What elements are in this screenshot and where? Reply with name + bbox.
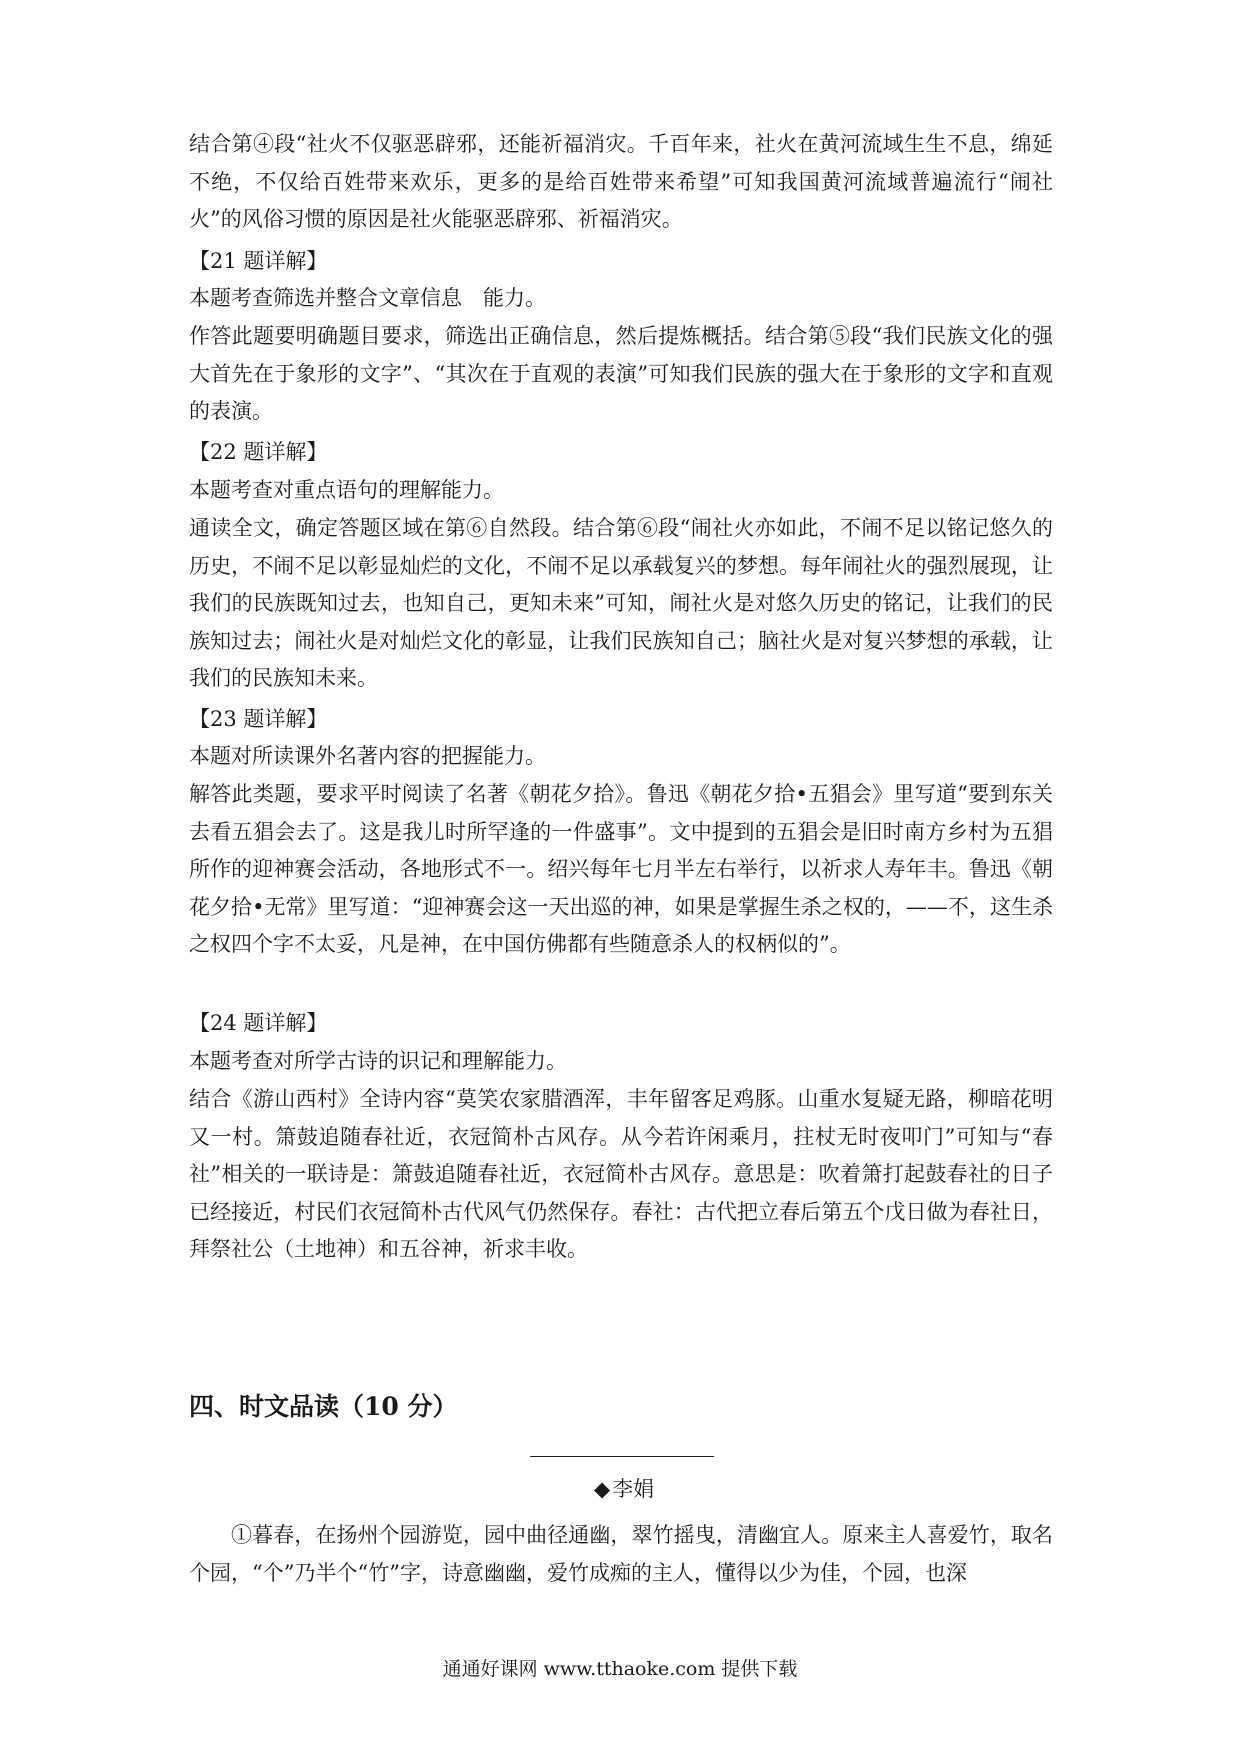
heading-q22: 【22 题详解】 [189, 440, 328, 464]
article-paragraph-1: ①暮春，在扬州个园游览，园中曲径通幽，翠竹摇曳，清幽宜人。原来主人喜爱竹，取名个园，“个”乃半个“竹”字，诗意幽幽，爱竹成痴的主人，懂得以少为佳，个园，也深 [189, 1523, 1053, 1585]
paragraph-20-answer: 结合第④段“社火不仅驱恶辟邪，还能祈福消灾。千百年来，社火在黄河流域生生不息，绵延不绝，不仅给百姓带来欢乐，更多的是给百姓带来希望”可知我国黄河流域普遍流行“闹社火”的风俗习惯的原因是社火能驱恶辟邪、祈福消灾。 [189, 132, 1053, 232]
paragraph-q21-detail: 作答此题要明确题目要求，筛选出正确信息，然后提炼概括。结合第⑤段“我们民族文化的强大首先在于象形的文字”、“其次在于直观的表演”可知我们民族的强大在于象形的文字和直观的表演。 [189, 324, 1053, 424]
author-line [594, 1474, 654, 1504]
paragraph-q22-detail: 通读全文，确定答题区域在第⑥自然段。结合第⑥段“闹社火亦如此，不闹不足以铭记悠久的历史，不闹不足以彰显灿烂的文化，不闹不足以承载复兴的梦想。每年闹社火的强烈展现，让我们的民族既知过去，也知自己，更知未来”可知，闹社火是对悠久历史的铭记，让我们的民族知过去；闹社火是对灿烂文化的彰显，让我们民族知自己；脑社火是对复兴梦想的承载，让我们的民族知未来。 [189, 516, 1053, 691]
paragraph-q22-topic: 本题考查对重点语句的理解能力。 [189, 478, 504, 502]
section-title: 四、时文品读（10 分） [189, 1392, 458, 1421]
paragraph-q23-topic: 本题对所读课外名著内容的把握能力。 [189, 744, 546, 768]
footer-credit: 通通好课网 www.tthaoke.com 提供下载 [442, 1658, 798, 1680]
diamond-icon: ◆ [594, 1477, 611, 1501]
author-name: 李娟 [612, 1477, 655, 1501]
title-blank-line [530, 1456, 714, 1457]
heading-q21: 【21 题详解】 [189, 249, 328, 273]
paragraph-q23-detail: 解答此类题，要求平时阅读了名著《朝花夕拾》。鲁迅《朝花夕拾•五猖会》里写道“要到东关去看五猖会去了。这是我儿时所罕逢的一件盛事”。文中提到的五猖会是旧时南方乡村为五猖所作的迎神赛会活动，各地形式不一。绍兴每年七月半左右举行，以祈求人寿年丰。鲁迅《朝花夕拾•无常》里写道：“迎神赛会这一天出巡的神，如果是掌握生杀之权的，——不，这生杀之权四个字不太妥，凡是神，在中国仿佛都有些随意杀人的权柄似的”。 [189, 782, 1053, 957]
paragraph-q24-detail: 结合《游山西村》全诗内容“莫笑农家腊酒浑，丰年留客足鸡豚。山重水复疑无路，柳暗花明又一村。箫鼓追随春社近，衣冠简朴古风存。从今若许闲乘月，拄杖无时夜叩门”可知与“春社”相关的一联诗是：箫鼓追随春社近，衣冠简朴古风存。意思是：吹着箫打起鼓春社的日子已经接近，村民们衣冠简朴古代风气仍然保存。春社：古代把立春后第五个戊日做为春社日，拜祭社公（土地神）和五谷神，祈求丰收。 [189, 1087, 1053, 1262]
heading-q24: 【24 题详解】 [189, 1011, 328, 1035]
paragraph-q21-topic: 本题考查筛选并整合文章信息 能力。 [189, 286, 546, 310]
paragraph-q24-topic: 本题考查对所学古诗的识记和理解能力。 [189, 1049, 567, 1073]
heading-q23: 【23 题详解】 [189, 707, 328, 731]
